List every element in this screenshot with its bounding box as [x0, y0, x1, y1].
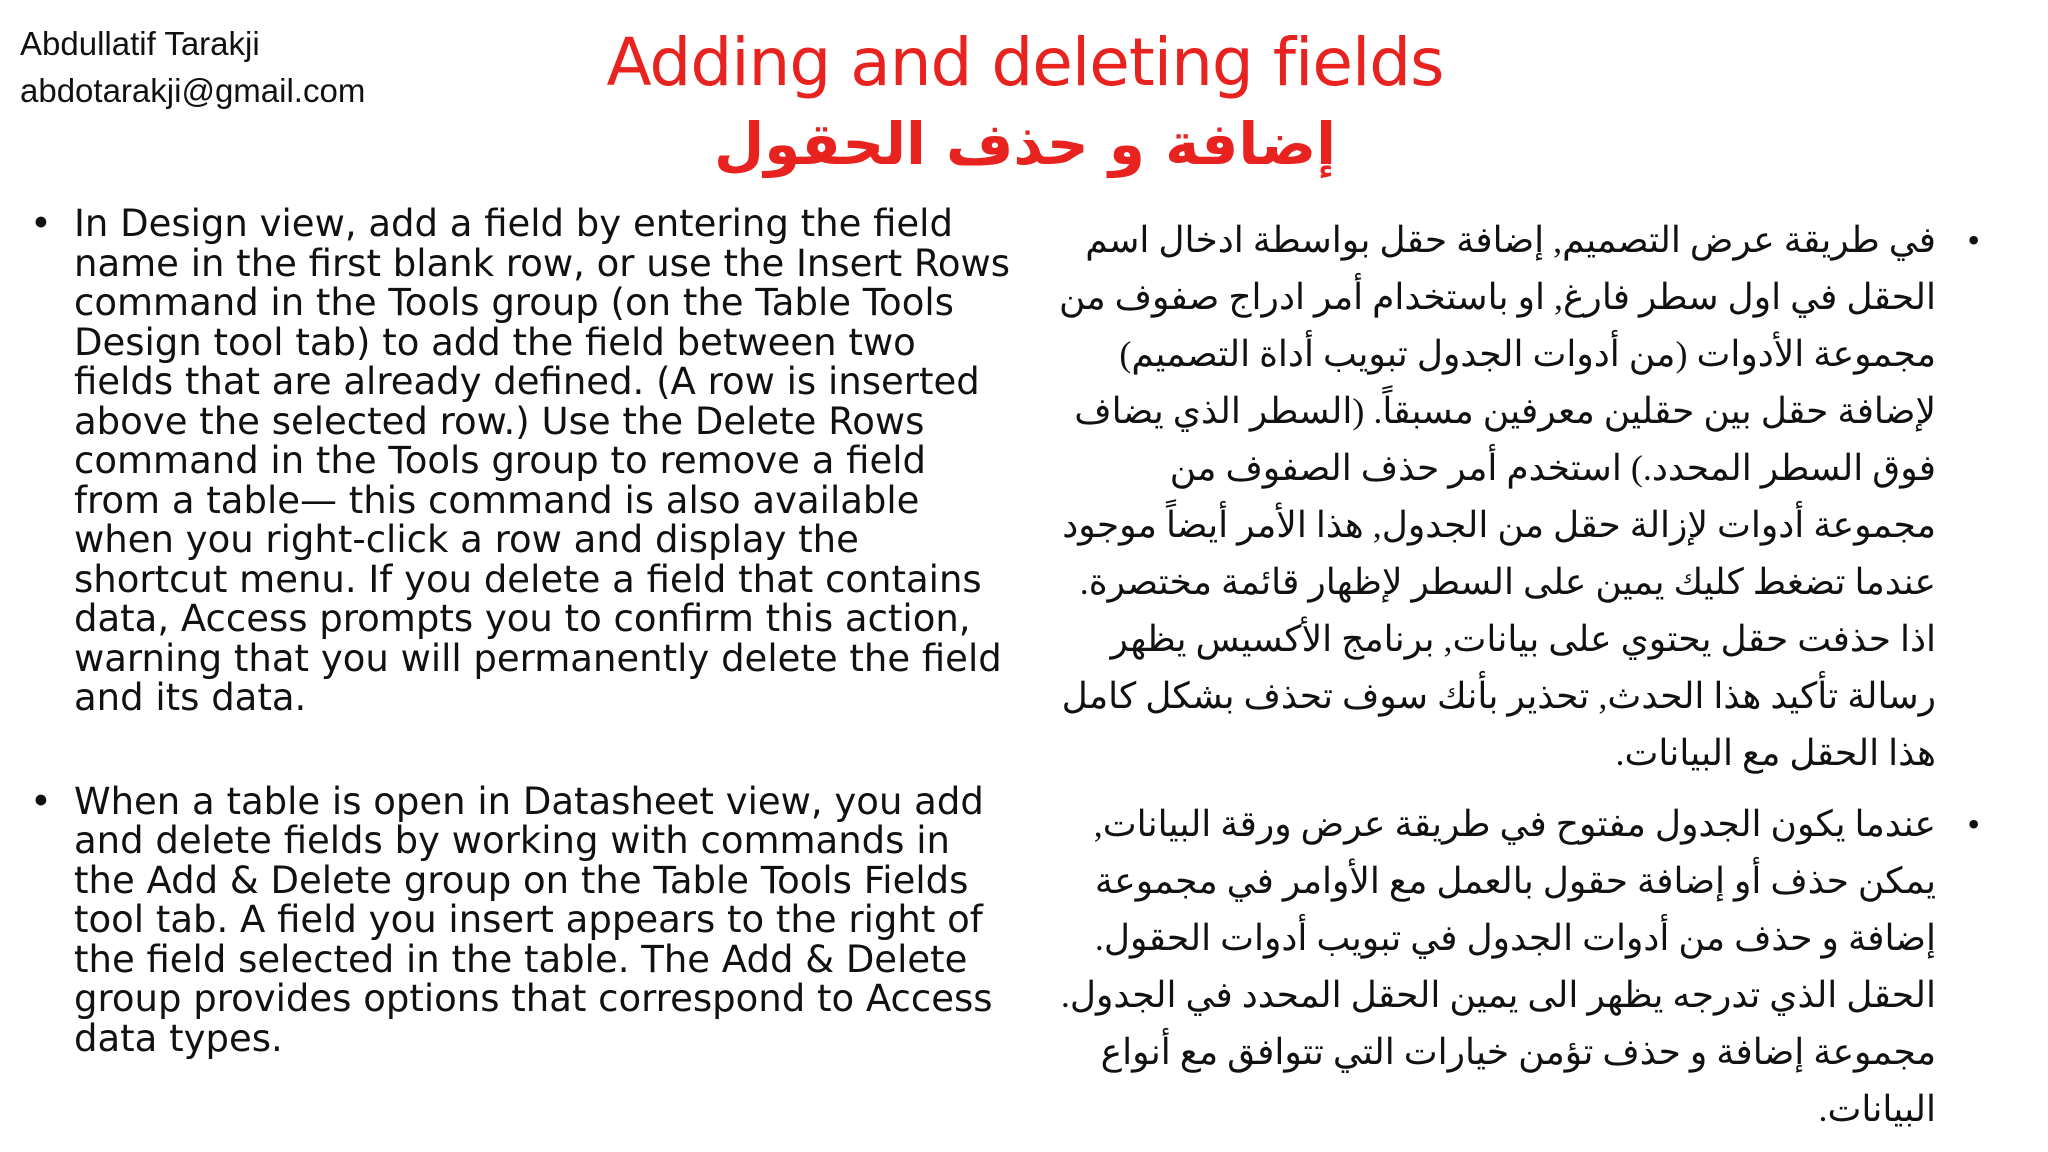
title-english: Adding and deleting fields	[606, 24, 1444, 101]
english-bullet-text: When a table is open in Datasheet view, you add and delete fields by working with commands in the Add & Delete group on the Table Tools Fields tool tab. A field you insert appears to the right of the field selected in the table. The Add & Delete group provides options that correspond to Access data types.	[74, 779, 993, 1060]
english-bullet-list	[30, 204, 1020, 1058]
english-bullet-item	[30, 204, 1020, 718]
author-info	[20, 20, 365, 114]
arabic-bullet-text: في طريقة عرض التصميم, إضافة حقل بواسطة ادخال اسم الحقل في اول سطر فارغ, او باستخدام أمر ادراج صفوف من مجموعة الأدوات (من أدوات الجدول تبويب أداة التصميم) لإضافة حقل بين حقلين معرفين مسبقاً. (السطر الذي يضاف فوق السطر المحدد.) استخدم أمر حذف الصفوف من مجموعة أدوات لإزالة حقل من الجدول, هذا الأمر أيضاً موجود عندما تضغط كليك يمين على السطر لإظهار قائمة مختصرة. اذا حذفت حقل يحتوي على بيانات, برنامج الأكسيس يظهر رسالة تأكيد هذا الحدث, تحذير بأنك سوف تحذف بشكل كامل هذا الحقل مع البيانات.	[1058, 220, 1936, 773]
author-name: Abdullatif Tarakji	[20, 25, 260, 62]
bullet-icon: •	[30, 779, 52, 823]
author-email: abdotarakji@gmail.com	[20, 72, 366, 109]
bullet-icon: •	[1967, 220, 1980, 260]
arabic-bullet-item	[1040, 796, 1980, 1138]
title-arabic: إضافة و حذف الحقول	[713, 110, 1337, 178]
english-bullet-text: In Design view, add a field by entering the field name in the first blank row, or use the Insert Rows command in the Tools group (on the Table Tools Design tool tab) to add the field between two fields that are already defined. (A row is inserted above the selected row.) Use the Delete Rows command in the Tools group to remove a field from a table— this command is also available when you right-click a row and display the shortcut menu. If you delete a field that contains data, Access prompts you to confirm this action, warning that you will permanently delete the field and its data.	[74, 202, 1011, 719]
arabic-bullet-text: عندما يكون الجدول مفتوح في طريقة عرض ورقة البيانات, يمكن حذف أو إضافة حقول بالعمل مع الأوامر في مجموعة إضافة و حذف من أدوات الجدول في تبويب أدوات الحقول. الحقل الذي تدرجه يظهر الى يمين الحقل المحدد في الجدول. مجموعة إضافة و حذف تؤمن خيارات التي تتوافق مع أنواع البيانات.	[1060, 804, 1936, 1129]
arabic-bullet-list	[1040, 212, 1980, 1138]
slide-title	[500, 18, 1550, 184]
english-bullet-item	[30, 779, 1020, 1060]
bullet-icon: •	[30, 202, 52, 245]
bullet-icon: •	[1967, 804, 1980, 844]
arabic-bullet-item	[1040, 212, 1980, 782]
